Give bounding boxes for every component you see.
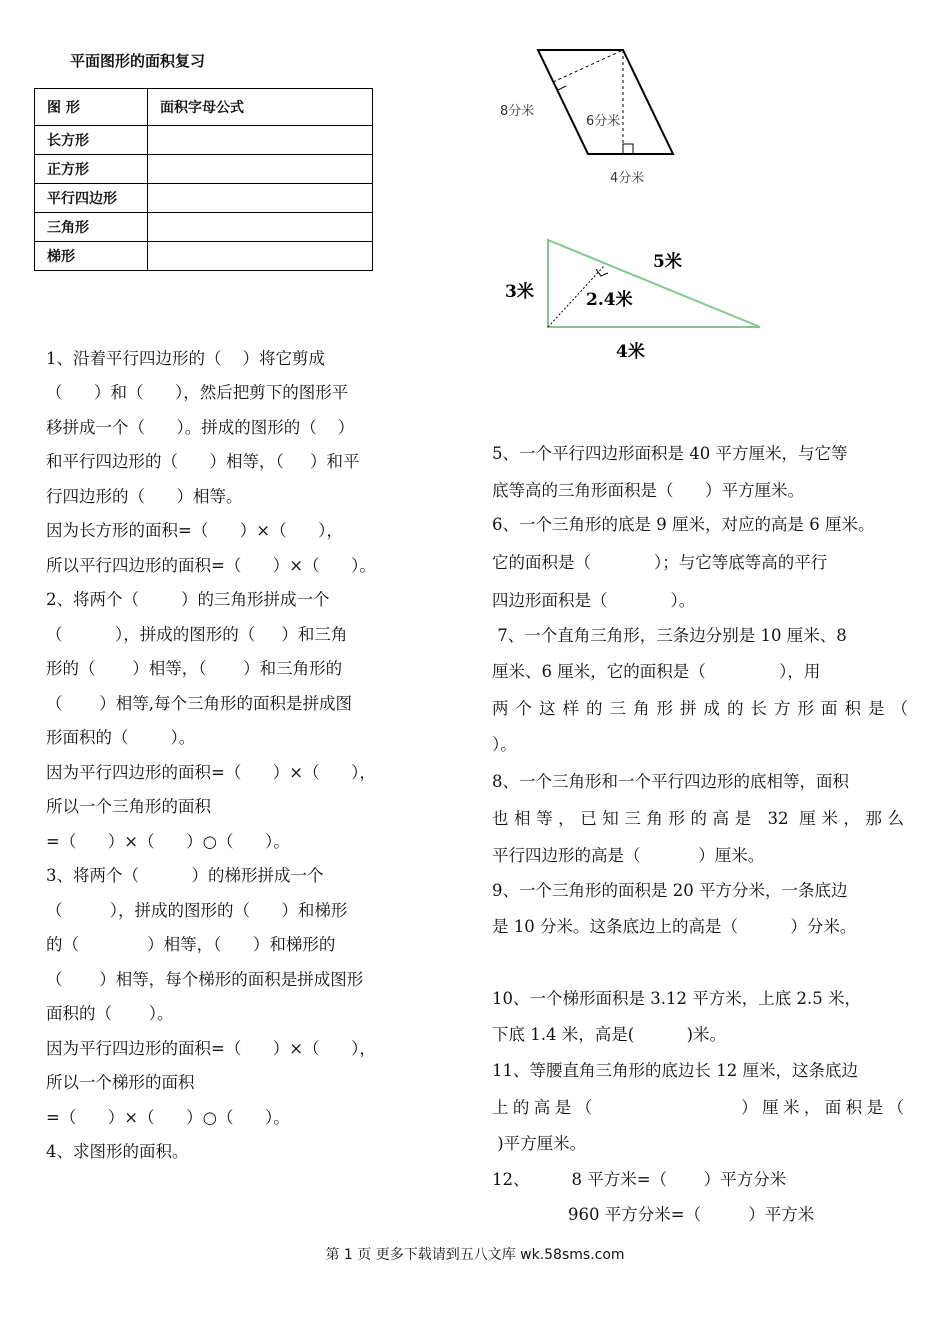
q11-line-2: 上的高是（ ）厘米，面积是（ bbox=[492, 1098, 904, 1117]
triangle-base-label: 4米 bbox=[616, 342, 645, 362]
table-row bbox=[35, 242, 373, 271]
q9-line-1: 9、一个三角形的面积是 20 平方分米，一条底边 bbox=[492, 881, 848, 900]
q8-line-2: 也相等，已知三角形的高是 32 厘米，那么 bbox=[492, 809, 904, 828]
q3-line-1: 3、将两个（ ）的梯形拼成一个 bbox=[46, 866, 324, 885]
q3-line-8: =（ ）×（ ）○（ ）。 bbox=[46, 1108, 290, 1127]
page-title: 平面图形的面积复习 bbox=[70, 52, 206, 70]
q7-line-4: ）。 bbox=[492, 735, 517, 754]
formula-table bbox=[34, 88, 373, 271]
table-header-formula: 面积字母公式 bbox=[148, 89, 373, 126]
page-footer: 第 1 页 更多下载请到五八文库 wk.58sms.com bbox=[325, 1247, 625, 1263]
q2-line-2: （ ），拼成的图形的（ ）和三角 bbox=[46, 625, 348, 644]
q2-line-4: （ ）相等,每个三角形的面积是拼成图 bbox=[46, 694, 352, 713]
table-row bbox=[35, 155, 373, 184]
table-row bbox=[35, 213, 373, 242]
q5-line-2: 底等高的三角形面积是（ ）平方厘米。 bbox=[492, 481, 804, 500]
q5-line-1: 5、一个平行四边形面积是 40 平方厘米，与它等 bbox=[492, 444, 848, 463]
q2-line-7: 所以一个三角形的面积 bbox=[46, 797, 211, 816]
shape-name: 梯形 bbox=[35, 242, 148, 271]
q12-line-1: 12、 8 平方米=（ ）平方分米 bbox=[492, 1170, 787, 1189]
q11-line-1: 11、等腰直角三角形的底边长 12 厘米，这条底边 bbox=[492, 1061, 858, 1080]
q7-line-3: 两个这样的三角形拼成的长方形面积是（ bbox=[492, 699, 908, 718]
formula-cell bbox=[148, 242, 373, 271]
q3-line-3: 的（ ）相等，（ ）和梯形的 bbox=[46, 935, 336, 954]
q3-line-5: 面积的（ ）。 bbox=[46, 1004, 174, 1023]
q3-line-4: （ ）相等，每个梯形的面积是拼成图形 bbox=[46, 970, 364, 989]
q2-line-6: 因为平行四边形的面积=（ ）×（ ）， bbox=[46, 763, 376, 782]
q1-line-6: 因为长方形的面积=（ ）×（ ）， bbox=[46, 521, 343, 540]
q12-line-2: 960 平方分米=（ ）平方米 bbox=[568, 1205, 815, 1224]
shape-name: 长方形 bbox=[35, 126, 148, 155]
q6-line-2: 它的面积是（ ）；与它等底等高的平行 bbox=[492, 553, 828, 572]
parallelogram-height-label: 6分米 bbox=[586, 114, 621, 129]
q2-line-1: 2、将两个（ ）的三角形拼成一个 bbox=[46, 590, 330, 609]
formula-cell bbox=[148, 184, 373, 213]
q10-line-2: 下底 1.4 米，高是( )米。 bbox=[492, 1025, 727, 1044]
table-header-row bbox=[35, 89, 373, 126]
q2-line-3: 形的（ ）相等，（ ）和三角形的 bbox=[46, 659, 343, 678]
right-triangle-figure bbox=[500, 235, 770, 365]
shape-name: 正方形 bbox=[35, 155, 148, 184]
q1-line-1: 1、沿着平行四边形的（ ）将它剪成 bbox=[46, 349, 325, 368]
triangle-alt-label: 2.4米 bbox=[586, 290, 633, 310]
shape-name: 三角形 bbox=[35, 213, 148, 242]
q3-line-6: 因为平行四边形的面积=（ ）×（ ）， bbox=[46, 1039, 376, 1058]
shape-name: 平行四边形 bbox=[35, 184, 148, 213]
q6-line-1: 6、一个三角形的底是 9 厘米，对应的高是 6 厘米。 bbox=[492, 515, 875, 534]
q1-line-2: （ ）和（ ），然后把剪下的图形平 bbox=[46, 383, 349, 402]
q1-line-5: 行四边形的（ ）相等。 bbox=[46, 487, 243, 506]
q2-line-8: =（ ）×（ ）○（ ）。 bbox=[46, 832, 290, 851]
q10-line-1: 10、一个梯形面积是 3.12 平方米，上底 2.5 米， bbox=[492, 989, 861, 1008]
q1-line-4: 和平行四边形的（ ）相等，（ ）和平 bbox=[46, 452, 360, 471]
q4-line-1: 4、求图形的面积。 bbox=[46, 1142, 189, 1161]
q11-line-3: )平方厘米。 bbox=[492, 1134, 587, 1153]
table-row bbox=[35, 126, 373, 155]
q7-line-1: 7、一个直角三角形，三条边分别是 10 厘米、8 bbox=[492, 626, 847, 645]
q7-line-2: 厘米、6 厘米，它的面积是（ ），用 bbox=[492, 662, 821, 681]
table-row bbox=[35, 184, 373, 213]
formula-cell bbox=[148, 126, 373, 155]
q8-line-1: 8、一个三角形和一个平行四边形的底相等，面积 bbox=[492, 772, 849, 791]
parallelogram-figure bbox=[490, 40, 690, 190]
q2-line-5: 形面积的（ ）。 bbox=[46, 728, 196, 747]
q1-line-3: 移拼成一个（ ）。拼成的图形的（ ） bbox=[46, 418, 355, 437]
q1-line-7: 所以平行四边形的面积=（ ）×（ ）。 bbox=[46, 556, 376, 575]
q3-line-7: 所以一个梯形的面积 bbox=[46, 1073, 195, 1092]
parallelogram-base-label: 4分米 bbox=[610, 171, 645, 186]
parallelogram-side-label: 8分米 bbox=[500, 104, 535, 119]
formula-cell bbox=[148, 213, 373, 242]
q6-line-3: 四边形面积是（ ）。 bbox=[492, 591, 696, 610]
q8-line-3: 平行四边形的高是（ ）厘米。 bbox=[492, 846, 765, 865]
table-header-shape: 图 形 bbox=[35, 89, 148, 126]
q9-line-2: 是 10 分米。这条底边上的高是（ ）分米。 bbox=[492, 917, 857, 936]
triangle-leg-label: 3米 bbox=[505, 282, 534, 302]
q3-line-2: （ ），拼成的图形的（ ）和梯形 bbox=[46, 901, 348, 920]
formula-cell bbox=[148, 155, 373, 184]
triangle-hyp-label: 5米 bbox=[653, 252, 682, 272]
